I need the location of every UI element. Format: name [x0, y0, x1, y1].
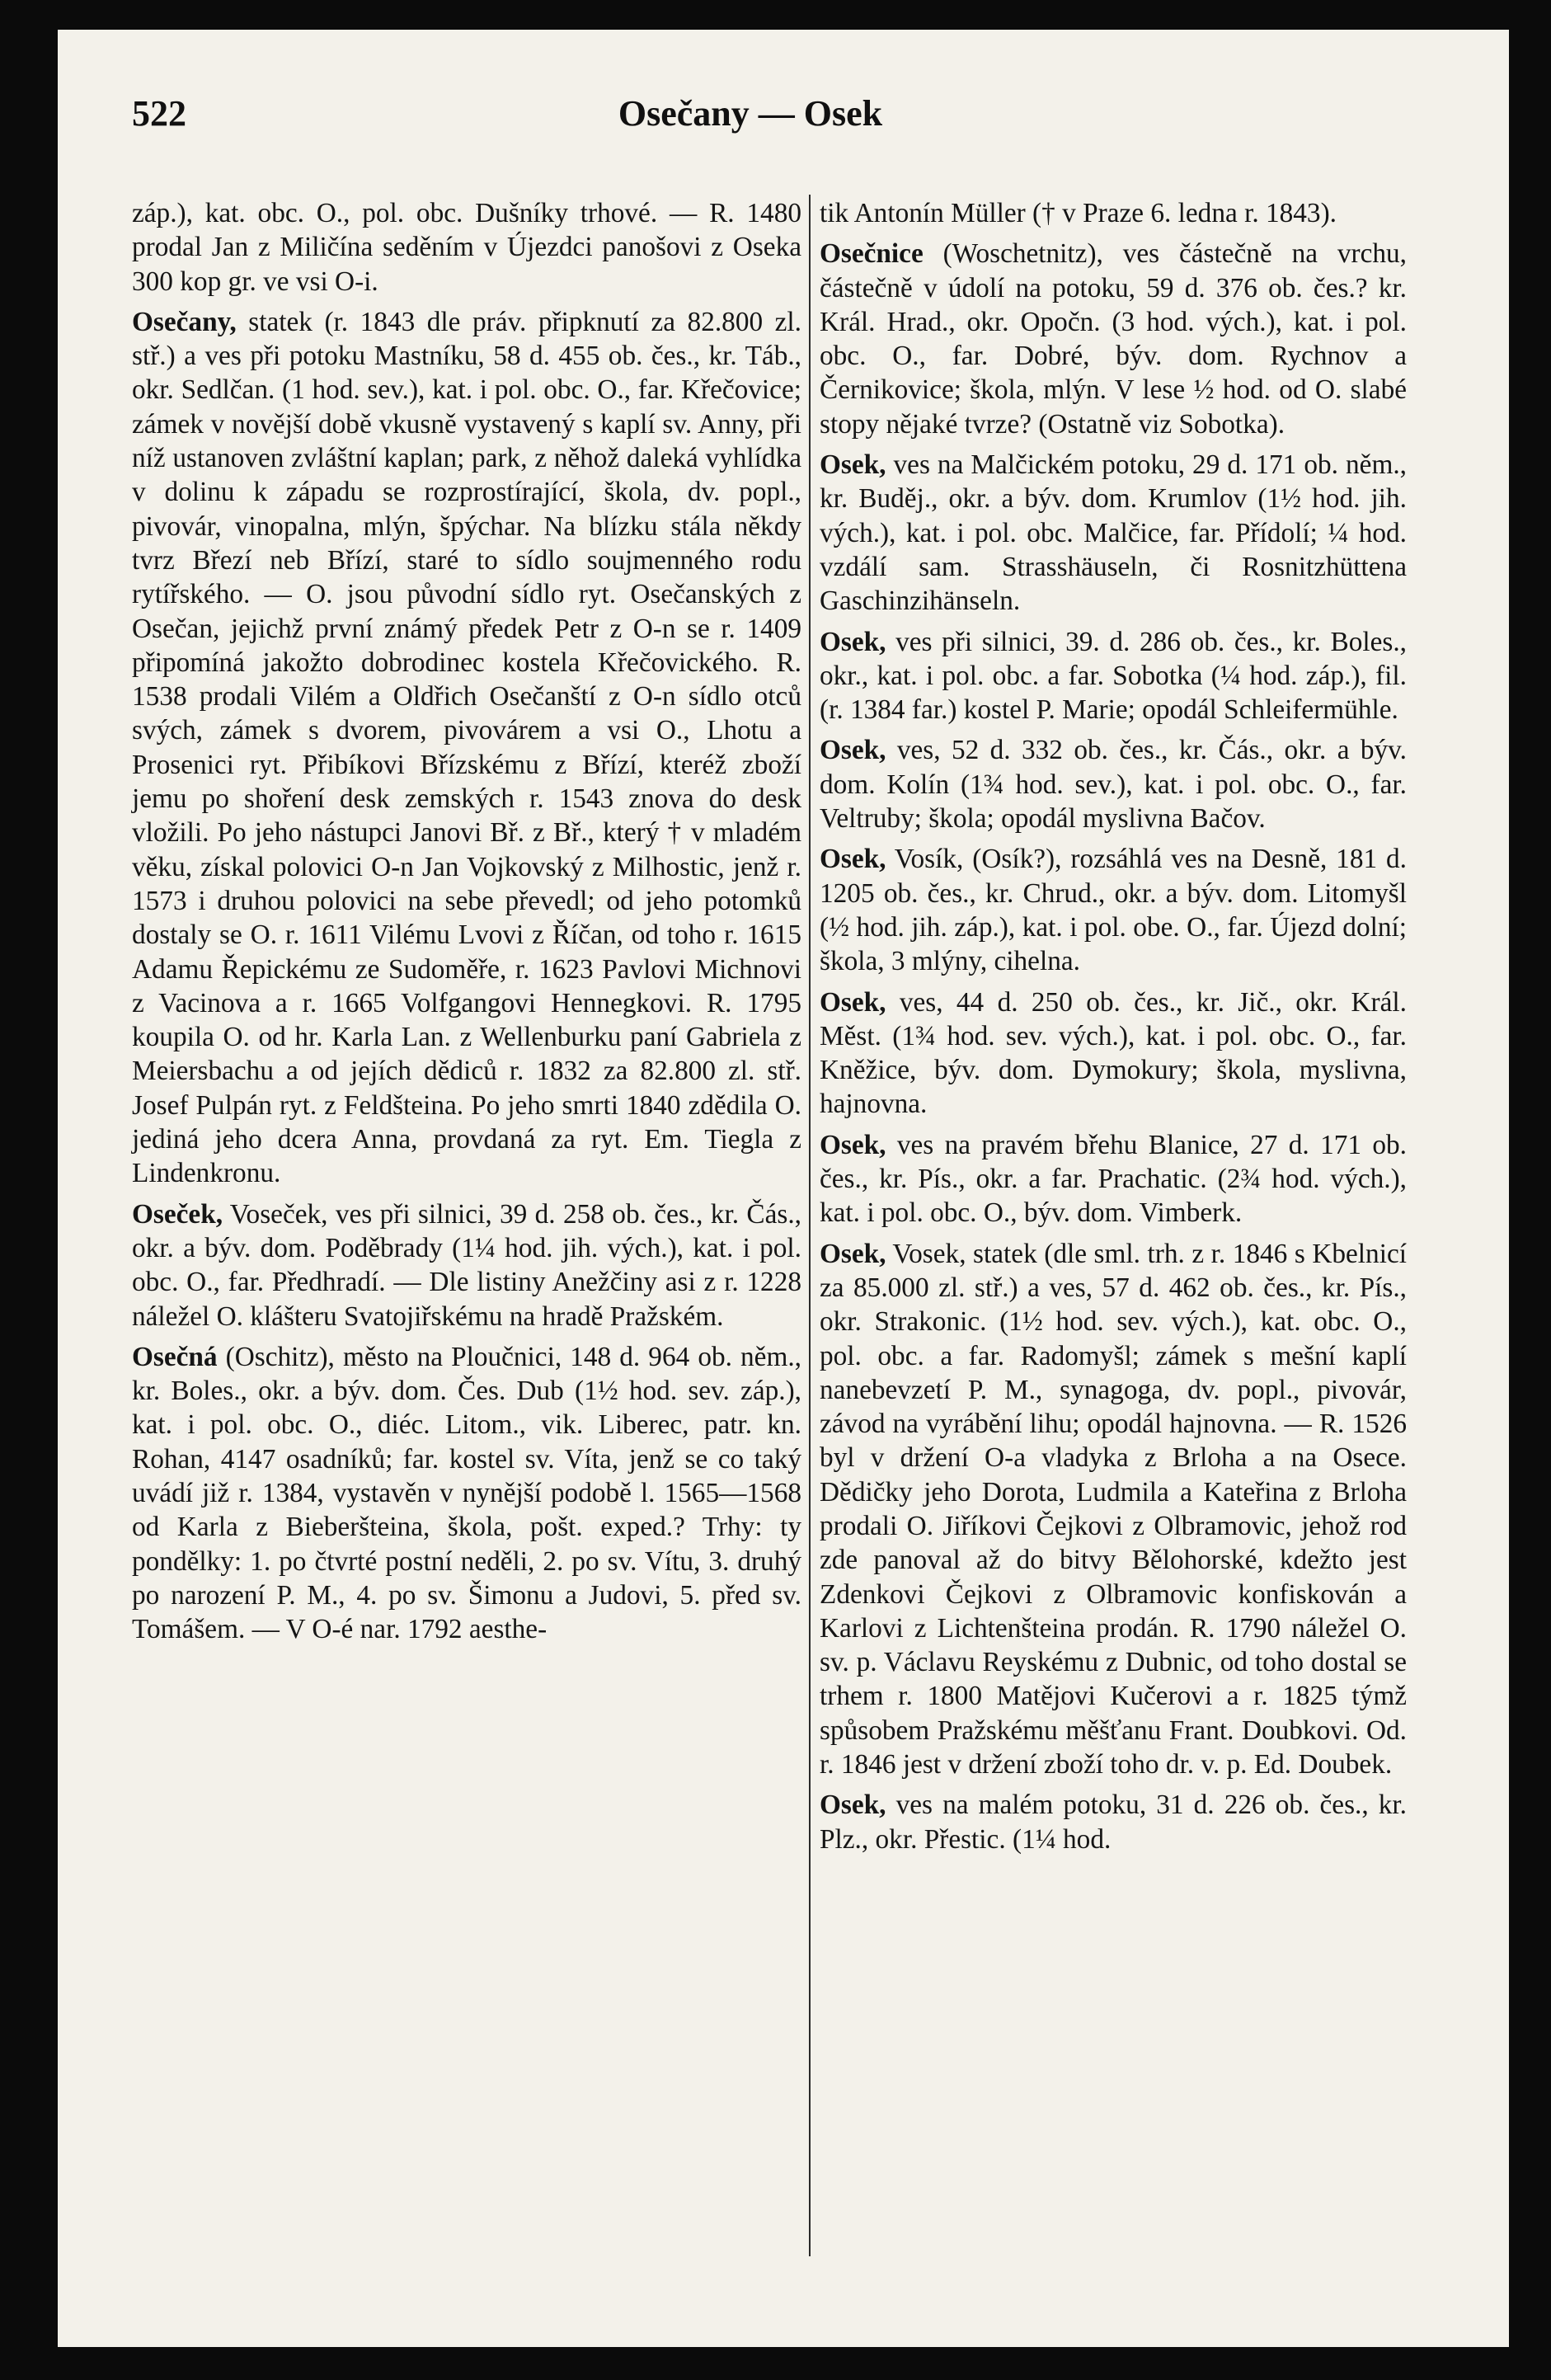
entry-headword: Osek, — [820, 1238, 886, 1269]
entry-headword: Osečnice — [820, 238, 924, 270]
entry-text: ves na pravém břehu Blanice, 27 d. 171 ob. čes., kr. Pís., okr. a far. Prachatic. (2¾ hod. vých.), kat. i pol. obc. O., býv. dom. Vimberk. — [820, 1129, 1407, 1229]
entry-headword: Osečná — [132, 1341, 218, 1372]
entry-headword: Osek, — [820, 986, 886, 1018]
entry-paragraph — [820, 1128, 1407, 1230]
page-header — [132, 92, 1369, 158]
entry-text: ves na Malčickém potoku, 29 d. 171 ob. něm., kr. Buděj., okr. a býv. dom. Krumlov (1½ hod. jih. vých.), kat. i pol. obc. Malčice, far. Přídolí; ¼ hod. vzdálí sam. Strasshäuseln, či Rosnitzhüttenа Gaschinzihänseln. — [820, 449, 1407, 617]
column-divider — [809, 195, 811, 2256]
entry-text: statek (r. 1843 dle práv. připknutí za 82.800 zl. stř.) a ves při potoku Mastníku, 58 d. 455 ob. čes., kr. Táb., okr. Sedlčan. (1 hod. sev.), kat. i pol. obc. O., far. Křečovice; zámek v novější době vkusně vystavený s kaplí sv. Anny, při níž ustanoven zvláštní kaplan; park, z něhož daleká vyhlídka v dolinu k západu se rozprostírající, škola, dv. popl., pivovár, vinopalna, mlýn, špýchar. Na blízku stála někdy tvrz Březí neb Břízí, staré to sídlo soujmenného rodu rytířského. — O. jsou původní sídlo ryt. Osečanských z Osečan, jejichž první známý předek Petr z O-n se r. 1409 připomíná jakožto dobrodinec kostela Křečovického. R. 1538 prodali Vilém a Oldřich Osečanští z O-n sídlo otců svých, zámek s dvorem, pivovárem a vsi O., Lhotu a Prosenici ryt. Přibíkovi Břízskému z Břízí, kteréž zboží jemu po shoření desk zemských r. 1543 znova do desk vložili. Po jeho nástupci Janovi Bř. z Bř., který † v mladém věku, získal polovici O-n Jan Vojkovský z Milhostic, jenž r. 1573 i druhou polovici na sebe převedl; od jeho potomků dostaly se O. r. 1611 Vilému Lvovi z Říčan, od toho r. 1615 Adamu Řepickému ze Sudoměře, r. 1623 Pavlovi Michnovi z Vacinova a r. 1665 Volfgangovi Hennegkovi. R. 1795 koupila O. od hr. Karla Lan. z Wellenburku paní Gabriela z Meiersbachu a od jejích dědiců r. 1832 za 82.800 zl. stř. Josef Pulpán ryt. z Feldšteina. Po jeho smrti 1840 zdědila O. jediná jeho dcera Anna, provdaná za ryt. Em. Tiegla z Lindenkronu. — [132, 306, 801, 1189]
entry-text: ves, 44 d. 250 ob. čes., kr. Jič., okr. Král. Měst. (1¾ hod. sev. vých.), kat. i pol. obc. O., far. Kněžice, býv. dom. Dymokury; škola, myslivna, hajnovna. — [820, 986, 1407, 1120]
entry-paragraph — [132, 1197, 801, 1333]
entry-text: Voseček, ves při silnici, 39 d. 258 ob. čes., kr. Čás., okr. a býv. dom. Poděbrady (1¼ hod. jih. vých.), kat. i pol. obc. O., far. Předhradí. — Dle listiny Anežčiny asi z r. 1228 náležel O. klášteru Svatojiřskému na hradě Pražském. — [132, 1198, 801, 1332]
entry-text: (Woschetnitz), ves částečně na vrchu, částečně v údolí na potoku, 59 d. 376 ob. čes.? kr. Král. Hrad., okr. Opočn. (3 hod. vých.), kat. i pol. obc. O., far. Dobré, býv. dom. Rychnov a Černikovice; škola, mlýn. V lese ½ hod. od O. slabé stopy nějaké tvrze? (Ostatně viz Sobotka). — [820, 238, 1407, 440]
entry-text: Vosek, statek (dle sml. trh. z r. 1846 s Kbelnicí za 85.000 zl. stř.) a ves, 57 d. 462 ob. čes., kr. Pís., okr. Strakonic. (1½ hod. sev. vých.), kat. obc. O., pol. obc. a far. Radomyšl; zámek s mešní kaplí nanebevzetí P. M., synagoga, dv. popl., pivovár, závod na vyrábění lihu; opodál hajnovna. — R. 1526 byl v držení O-a vladyka z Brloha a na Osece. Dědičky jeho Dorota, Ludmila a Kateřina z Brloha prodali O. Jiříkovi Čejkovi z Olbramovic, jehož rod zde panoval až do bitvy Bělohorské, kdežto jest Zdenkovi Čejkovi z Olbramovic konfiskován a Karlovi z Lichtenšteina prodán. R. 1790 náležel O. sv. p. Václavu Reyskému z Dubnic, od toho dostal se trhem r. 1800 Matějovi Kučerovi a r. 1825 týmž spůsobem Pražskému měšťanu Frant. Doubkovi. Od. r. 1846 jest v držení zboží toho dr. v. p. Ed. Doubek. — [820, 1238, 1407, 1780]
entry-text: tik Antonín Müller († v Praze 6. ledna r. 1843). — [820, 198, 1337, 228]
entry-headword: Oseček, — [132, 1198, 223, 1230]
entry-paragraph — [820, 237, 1407, 441]
entry-headword: Osek, — [820, 626, 886, 657]
entry-text: (Oschitz), město na Ploučnici, 148 d. 964 ob. něm., kr. Boles., okr. a býv. dom. Čes. Dub (1½ hod. sev. záp.), kat. i pol. obc. O., diéc. Litom., vik. Liberec, patr. kn. Rohan, 4147 osadníků; far. kostel sv. Víta, jenž se co taký uvádí již r. 1384, vystavěn v nynější podobě l. 1565—1568 od Karla z Bieberšteina, škola, pošt. exped.? Trhy: ty pondělky: 1. po čtvrté postní neděli, 2. po sv. Vítu, 3. druhý po narození P. M., 4. po sv. Šimonu a Judovi, 5. před sv. Tomášem. — V O-é nar. 1792 aesthe- — [132, 1341, 801, 1645]
entry-text: ves při silnici, 39. d. 286 ob. čes., kr. Boles., okr., kat. i pol. obc. a far. Sobotka (¼ hod. záp.), fil. (r. 1384 far.) kostel P. Marie; opodál Schleifermühle. — [820, 626, 1407, 726]
entry-paragraph — [132, 1340, 801, 1647]
entry-paragraph — [820, 1237, 1407, 1782]
entry-paragraph — [820, 625, 1407, 727]
entry-headword: Osek, — [820, 1129, 886, 1160]
entry-headword: Osek, — [820, 1790, 886, 1821]
entry-paragraph — [132, 305, 801, 1191]
page-number: 522 — [132, 93, 186, 134]
entry-text: záp.), kat. obc. O., pol. obc. Dušníky trhové. — R. 1480 prodal Jan z Miličína seděním v Újezdci panošovi z Oseka 300 kop gr. ve vsi O-i. — [132, 198, 801, 297]
entry-text: ves na malém potoku, 31 d. 226 ob. čes., kr. Plz., okr. Přestic. (1¼ hod. — [820, 1790, 1407, 1855]
entry-headword: Osek, — [820, 449, 886, 481]
entry-paragraph — [820, 448, 1407, 618]
entry-paragraph — [820, 733, 1407, 835]
entry-paragraph — [132, 196, 801, 299]
entry-headword: Osek, — [820, 735, 886, 766]
running-title: Osečany — Osek — [618, 93, 883, 134]
entry-paragraph — [820, 196, 1407, 230]
entry-paragraph — [820, 842, 1407, 978]
left-column — [132, 196, 801, 1653]
right-column — [820, 196, 1407, 1863]
entry-headword: Osek, — [820, 844, 886, 875]
entry-paragraph — [820, 985, 1407, 1122]
entry-headword: Osečany, — [132, 306, 237, 337]
entry-text: ves, 52 d. 332 ob. čes., kr. Čás., okr. a býv. dom. Kolín (1¾ hod. sev.), kat. i pol. obc. O., far. Veltruby; škola; opodál myslivna Bačov. — [820, 735, 1407, 835]
entry-paragraph — [820, 1788, 1407, 1856]
entry-text: Vosík, (Osík?), rozsáhlá ves na Desně, 181 d. 1205 ob. čes., kr. Chrud., okr. a býv. dom. Litomyšl (½ hod. jih. záp.), kat. i pol. obe. O., far. Újezd dolní; škola, 3 mlýny, cihelna. — [820, 844, 1407, 977]
